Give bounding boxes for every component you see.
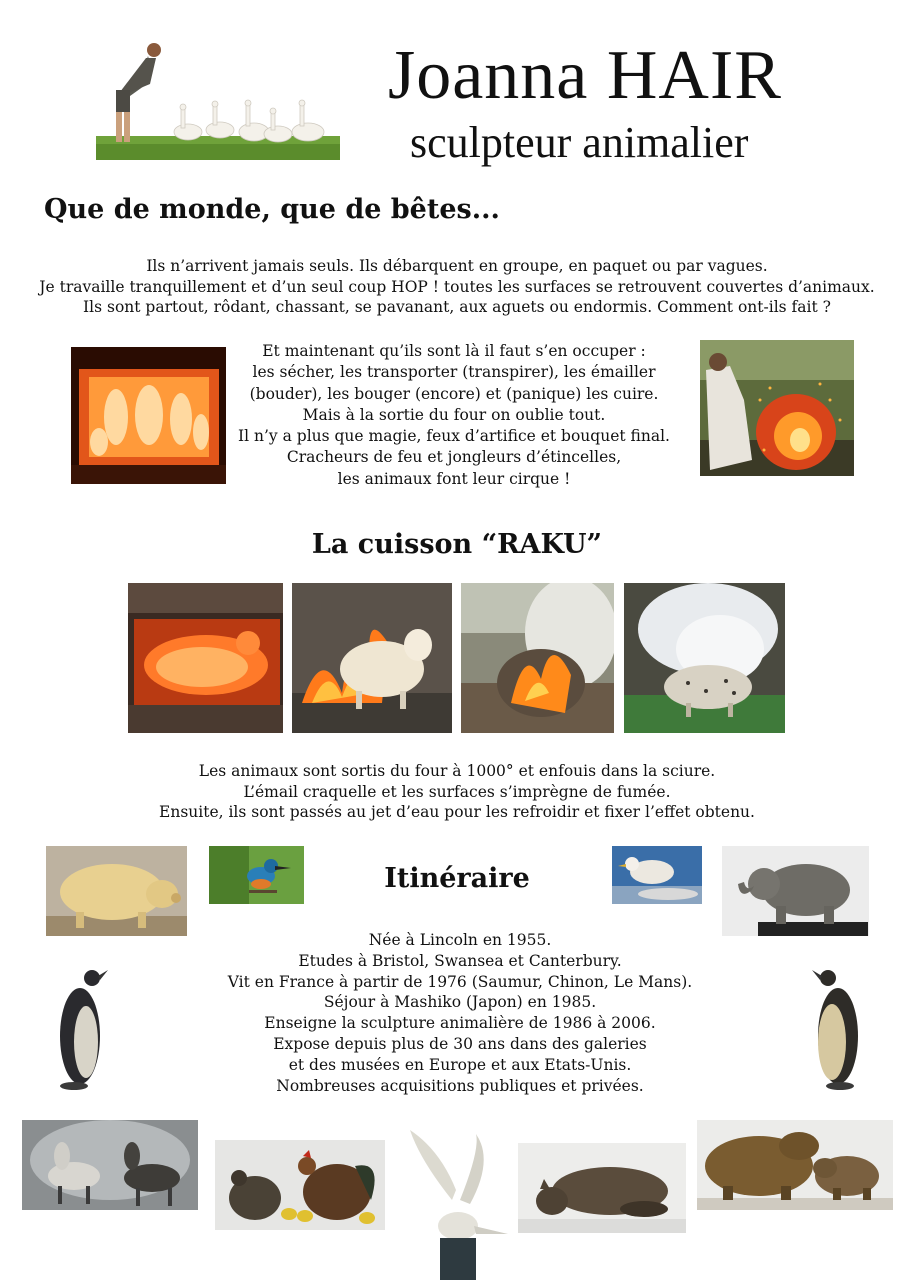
raku-paragraph xyxy=(0,761,914,823)
middle-line: les sécher, les transporter (transpirer), les émailler xyxy=(252,363,656,382)
intro-line: Ils n’arrivent jamais seuls. Ils débarquent en groupe, en paquet ou par vagues. xyxy=(146,257,768,275)
intro-line: Ils sont partout, rôdant, chassant, se pavanant, aux aguets ou endormis. Comment ont-ils fait ? xyxy=(83,298,831,316)
raku-line: L’émail craquelle et les surfaces s’imprègne de fumée. xyxy=(243,782,671,801)
seagull-photo xyxy=(612,846,702,904)
penguin-left-photo xyxy=(52,962,112,1092)
section-heading-raku: La cuisson “RAKU” xyxy=(311,529,603,560)
itineraire-line: Enseigne la sculpture animalière de 1986 à 2006. xyxy=(264,1014,656,1033)
itineraire-line: Séjour à Mashiko (Japon) en 1985. xyxy=(323,993,597,1012)
raku-line: Ensuite, ils sont passés au jet d’eau pour les refroidir et fixer l’effet obtenu. xyxy=(159,803,755,821)
itineraire-line: Etudes à Bristol, Swansea et Canterbury. xyxy=(298,951,622,970)
hippos-sculpture-photo xyxy=(697,1120,893,1210)
itineraire-paragraph xyxy=(210,930,710,1096)
itineraire-line: Née à Lincoln en 1955. xyxy=(368,931,552,949)
middle-line: (bouder), les bouger (encore) et (panique) les cuire. xyxy=(249,384,659,403)
section-heading-monde: Que de monde, que de bêtes... xyxy=(44,194,500,225)
elephant-sculpture-photo xyxy=(722,846,869,936)
itineraire-line: et des musées en Europe et aux Etats-Unis. xyxy=(288,1055,632,1074)
page-title: Joanna HAIR xyxy=(388,37,782,114)
intro-paragraph xyxy=(0,256,914,318)
artist-with-geese-photo xyxy=(96,40,340,160)
raku-kiln-sheep-photo xyxy=(128,583,283,733)
middle-line: Cracheurs de feu et jongleurs d’étincelles, xyxy=(286,448,622,467)
itineraire-line: Expose depuis plus de 30 ans dans des galeries xyxy=(273,1034,647,1053)
penguin-right-photo xyxy=(806,962,866,1092)
page-subtitle: sculpteur animalier xyxy=(410,118,749,167)
raku-smoke-sawdust-photo xyxy=(461,583,614,733)
section-heading-itineraire: Itinéraire xyxy=(384,863,530,894)
intro-line: Je travaille tranquillement et d’un seul coup HOP ! toutes les surfaces se retrouvent couvertes d’animaux. xyxy=(39,277,875,296)
middle-paragraph xyxy=(234,341,674,490)
raku-steam-sheep-photo xyxy=(624,583,785,733)
sparks-firing-photo xyxy=(700,340,854,476)
middle-line: Il n’y a plus que magie, feux d’artifice et bouquet final. xyxy=(238,427,670,446)
gull-sculpture-photo xyxy=(400,1130,512,1280)
hens-sculpture-photo xyxy=(215,1140,385,1230)
kiln-figures-photo xyxy=(71,347,226,484)
middle-line: les animaux font leur cirque ! xyxy=(337,469,571,488)
itineraire-line: Nombreuses acquisitions publiques et privées. xyxy=(276,1076,644,1095)
raku-sheep-flames-photo xyxy=(292,583,452,733)
middle-line: Mais à la sortie du four on oublie tout. xyxy=(302,405,606,424)
horses-sculpture-photo xyxy=(22,1120,198,1210)
raku-line: Les animaux sont sortis du four à 1000° et enfouis dans la sciure. xyxy=(198,762,716,780)
itineraire-line: Vit en France à partir de 1976 (Saumur, Chinon, Le Mans). xyxy=(227,972,693,991)
middle-line: Et maintenant qu’ils sont là il faut s’en occuper : xyxy=(262,342,646,360)
cat-sculpture-photo xyxy=(518,1143,686,1233)
